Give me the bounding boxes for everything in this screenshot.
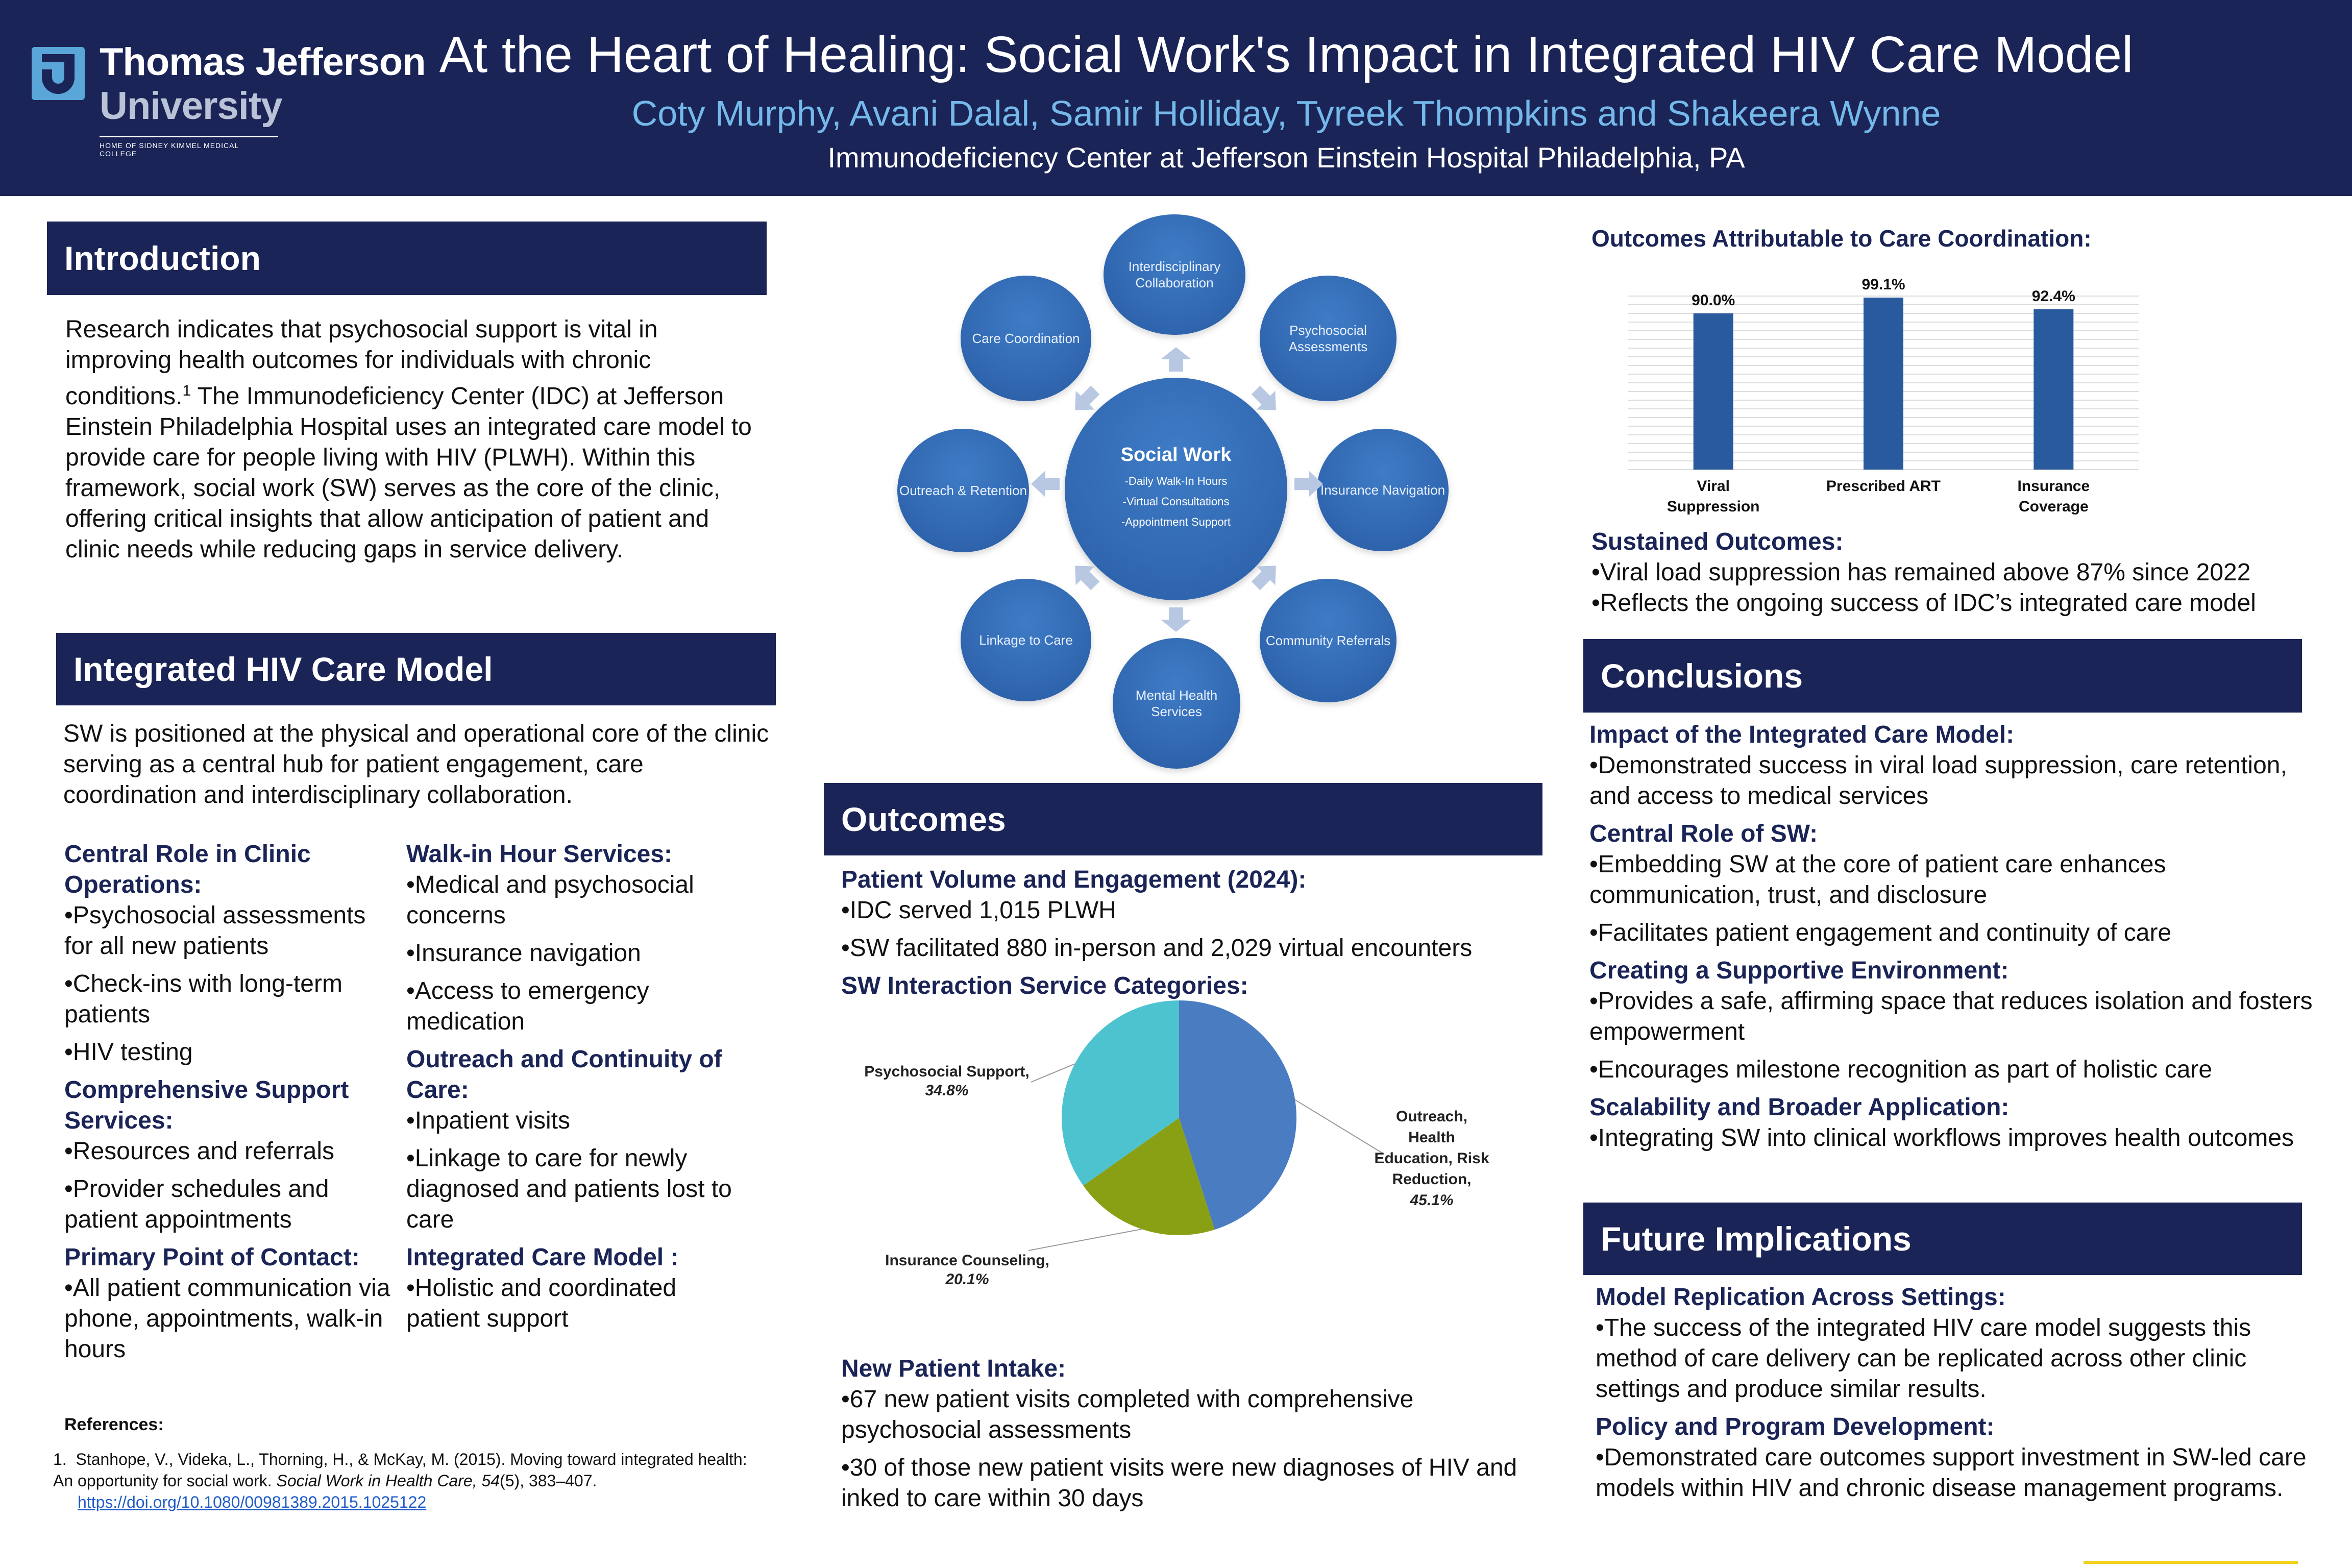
references-heading: References: [64,1415,164,1434]
outcomes-intake: New Patient Intake: •67 new patient visits completed with comprehensive psychosocial assessments •30 of those new patient visits were new diagnoses of HIV and inked to care within 30 days [841,1354,1520,1521]
bar-value-label: 92.4% [2031,287,2075,305]
care-coordination-bar-chart [1587,265,2149,531]
hub-item: -Daily Walk-In Hours [1124,475,1228,487]
future-implications-body: Model Replication Across Settings: •The success of the integrated HIV care model suggests this method of care delivery can be replicated across other clinic settings and produce similar results. Policy and Program Development: •Demonstrated care outcomes support investment in SW-led care models within HIV and chronic disease management programs. [1596,1282,2310,1511]
poster-title: At the Heart of Healing: Social Work's Impact in Integrated HIV Care Model [439,26,2134,83]
node-outreach: Outreach & Retention [897,429,1029,552]
subhead-impact: Impact of the Integrated Care Model: [1589,721,2015,748]
integrated-right-column: Walk-in Hour Services: •Medical and psychosocial concerns •Insurance navigation •Access to emergency medication Outreach and Continuity of Care: •Inpatient visits •Linkage to care for newly diagnosed and patients lost to care Integrated Care Model : •Holistic and coordinated patient support [406,839,743,1341]
pie-pct-outreach: 45.1% [1410,1192,1454,1209]
introduction-text: Research indicates that psychosocial support is vital in improving health outcomes for individuals with chronic conditions.$^1$ The Immunodeficiency Center (IDC) at Jefferson Einstein Philadelphia Hospital uses an integrated care model to provide care for people living with HIV (PLWH). Within this framework, social work (SW) serves as the core of the clinic, offering critical insights that allow anticipation of patient and clinic needs while reducing gaps in service delivery. [65,316,752,563]
subhead-service-categories: SW Interaction Service Categories: [841,972,1248,999]
logo-university: University [100,84,282,128]
subhead-policy: Policy and Program Development: [1596,1413,1995,1440]
node-care-coordination: Care Coordination [961,276,1091,401]
hub-item: -Virtual Consultations [1122,495,1230,508]
reference-doi-link[interactable]: https://doi.org/10.1080/00981389.2015.1025122 [78,1493,427,1511]
arrow-up-icon [1160,345,1192,374]
subhead-central-role: Central Role in Clinic Operations: [64,841,311,898]
node-linkage: Linkage to Care [961,579,1091,701]
pie-label-insurance: Insurance Counseling, [885,1252,1049,1269]
logo-tagline: HOME OF SIDNEY KIMMEL MEDICAL COLLEGE [100,136,278,158]
subhead-comprehensive-support: Comprehensive Support Services: [64,1076,349,1134]
pie-pct-insurance: 20.1% [945,1271,989,1288]
outcomes-volume: Patient Volume and Engagement (2024): •IDC served 1,015 PLWH •SW facilitated 880 in-person and 2,029 virtual encounters SW Interaction Service Categories: [841,865,1546,1001]
bar-chart-title: Outcomes Attributable to Care Coordination: [1591,225,2092,252]
pie-label-outreach-2: Health [1408,1129,1455,1146]
pie-pct-psychosocial: 34.8% [925,1082,969,1099]
bar-category-label: Suppression [1667,498,1760,515]
bar-value-label: 90.0% [1692,292,1735,309]
reference-1: 1. Stanhope, V., Videka, L., Thorning, H., & McKay, M. (2015). Moving toward integrated health: An opportunity for social work. Social Work in Health Care, 54(5), 383–407. https://doi.org/10.1080/00981389.2015.1025122 [53,1450,747,1511]
conclusions-heading: Conclusions [1583,639,2302,713]
accent-rule [2084,1561,2298,1564]
subhead-outreach-continuity: Outreach and Continuity of Care: [406,1046,722,1104]
subhead-supportive-environment: Creating a Supportive Environment: [1589,957,2009,984]
subhead-new-patient-intake: New Patient Intake: [841,1355,1066,1382]
arrow-right-icon [1292,470,1325,498]
bar-category-label: Prescribed ART [1826,478,1941,495]
integrated-model-lead: SW is positioned at the physical and operational core of the clinic serving as a central hub for patient engagement, care coordination and interdisciplinary collaboration. [63,720,769,808]
future-implications-heading: Future Implications [1583,1203,2302,1275]
pie-leader-line [1028,1229,1142,1251]
subhead-central-role-sw: Central Role of SW: [1589,820,1818,847]
subhead-model-replication: Model Replication Across Settings: [1596,1284,2006,1311]
poster-header [0,0,2352,196]
bar [1694,313,1733,470]
jefferson-logo-icon [32,47,85,100]
pie-label-outreach-3: Education, Risk [1374,1150,1489,1167]
arrow-left-icon [1029,470,1062,498]
node-mental-health: Mental Health Services [1113,638,1240,769]
integrated-left-column: Central Role in Clinic Operations: •Psychosocial assessments for all new patients •Check-ins with long-term patients •HIV testing Comprehensive Support Services: •Resources and referrals •Provider schedules and patient appointments Primary Point of Contact: •All patient communication via phone, appointments, walk-in hours [64,839,391,1372]
subhead-sustained-outcomes: Sustained Outcomes: [1591,528,1844,555]
bar [1864,298,1903,470]
pie-label-outreach-4: Reduction, [1392,1171,1472,1188]
subhead-walk-in: Walk-in Hour Services: [406,841,673,868]
subhead-scalability: Scalability and Broader Application: [1589,1094,2010,1121]
arrow-down-icon [1160,605,1192,634]
hub-title: Social Work [1120,444,1232,465]
bar-category-label: Coverage [2018,498,2089,515]
outcomes-heading: Outcomes [824,783,1542,855]
service-categories-pie-chart [827,1000,1531,1317]
integrated-model-heading: Integrated HIV Care Model [56,633,776,705]
node-insurance: Insurance Navigation [1317,429,1449,551]
bar [2033,309,2073,470]
poster-affiliation: Immunodeficiency Center at Jefferson Einstein Hospital Philadelphia, PA [827,141,1745,174]
pie-leader-line [1295,1100,1383,1154]
subhead-primary-contact: Primary Point of Contact: [64,1244,360,1271]
introduction-heading: Introduction [47,222,767,295]
node-interdisciplinary: Interdisciplinary Collaboration [1104,214,1245,335]
bar-category-label: Viral [1697,478,1730,495]
sustained-outcomes: Sustained Outcomes: •Viral load suppression has remained above 87% since 2022 •Reflects the ongoing success of IDC’s integrated care model [1591,527,2332,619]
subhead-integrated-care: Integrated Care Model : [406,1244,679,1271]
hub-item: -Appointment Support [1121,516,1231,528]
conclusions-body: Impact of the Integrated Care Model: •Demonstrated success in viral load suppression, care retention, and access to medical services Central Role of SW: •Embedding SW at the core of patient care enhances communication, trust, and disclosure •Facilitates patient engagement and continuity of care Creating a Supportive Environment: •Provides a safe, affirming space that reduces isolation and fosters empowerment •Encourages milestone recognition as part of holistic care Scalability and Broader Application: •Integrating SW into clinical workflows improves health outcomes [1589,720,2314,1161]
node-community: Community Referrals [1260,579,1396,702]
subhead-patient-volume: Patient Volume and Engagement (2024): [841,866,1307,893]
logo-name: Thomas Jefferson [100,40,426,84]
bar-value-label: 99.1% [1861,276,1905,293]
pie-label-outreach-1: Outreach, [1395,1108,1468,1125]
pie-label-psychosocial: Psychosocial Support, [864,1063,1030,1080]
bar-category-label: Insurance [2017,478,2090,495]
poster-authors: Coty Murphy, Avani Dalal, Samir Holliday, Tyreek Thompkins and Shakeera Wynne [631,93,1941,133]
node-psychosocial: Psychosocial Assessments [1260,276,1396,401]
